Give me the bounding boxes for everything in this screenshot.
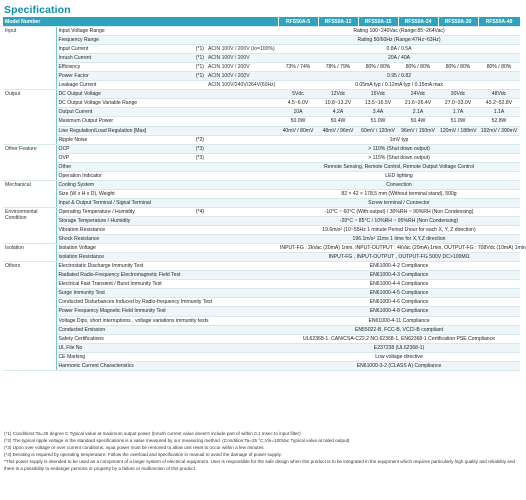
spec-item: Output Current (56, 108, 186, 117)
spec-row (3, 280, 520, 289)
spec-condition: ACIN 100V / 200V (206, 63, 278, 72)
header-model: RFS50A-48 (478, 17, 520, 27)
spec-note (186, 343, 206, 352)
spec-condition (206, 316, 278, 325)
spec-note (186, 271, 206, 280)
spec-row (3, 135, 520, 144)
spec-value: 80% / 80% (358, 63, 398, 72)
spec-item: Size (W x H x D), Weight (56, 189, 186, 198)
spec-note (186, 171, 206, 180)
spec-value: 96mV / 150mV (398, 126, 438, 135)
spec-item: Safety Certifications (56, 334, 186, 343)
spec-item: Harmonic Current Characteristics (56, 361, 186, 370)
spec-item: Shock Resistance (56, 235, 186, 244)
spec-item: Maximum Output Power (56, 117, 186, 126)
spec-item: Power Frequency Magnetic Field Immunity Test (56, 307, 186, 316)
spec-item: Leakage Current (56, 81, 186, 90)
spec-note (186, 325, 206, 334)
spec-row (3, 162, 520, 171)
spec-note (186, 244, 206, 253)
spec-value: 43.2~52.8V (478, 99, 520, 108)
spec-value: -20°C ~ 85°C / 10%RH ~ 95%RH (Non Condensing) (278, 216, 520, 225)
spec-note: (*1) (186, 54, 206, 63)
spec-value: 21.6~26.4V (398, 99, 438, 108)
spec-value: Convection (278, 180, 520, 189)
spec-item: OCP (56, 144, 186, 153)
footnote: *This power supply is intended to be used as a component of a larger system of electrical equipment. User is responsible for the safe design when this product is to be integrated in the equipment which requires particularly high quality and reliability and there is a possibility to endanger persons or property by a failure or malfunction of this product. (4, 458, 515, 471)
spec-table (3, 17, 526, 371)
footnote: (*2) The typical ripple voltage in the standard specifications is a value measured by our measuring method. (Condition:Ta=25 °C,Vin=100Vac Typical value at rated output) (4, 437, 350, 443)
spec-note: (*3) (186, 153, 206, 162)
spec-row (3, 63, 520, 72)
spec-condition (206, 117, 278, 126)
header-model: RFS50A-30 (438, 17, 478, 27)
spec-value: 13.5~16.5V (358, 99, 398, 108)
spec-condition (206, 307, 278, 316)
spec-condition (206, 207, 278, 216)
spec-condition (206, 216, 278, 225)
spec-row (3, 207, 520, 216)
spec-note: (*1) (186, 72, 206, 81)
spec-row (3, 298, 520, 307)
spec-condition (206, 280, 278, 289)
spec-value: EN61000-4-3 Compliance (278, 271, 520, 280)
spec-value: > 110% (Shut down output) (278, 144, 520, 153)
spec-row (3, 81, 520, 90)
spec-item: Line Regulation/Load Regulation [Max] (56, 126, 186, 135)
spec-value: E237238 (UL62368-1) (278, 343, 520, 352)
spec-condition (206, 298, 278, 307)
spec-value: 1.1A (478, 108, 520, 117)
spec-row (3, 253, 520, 262)
spec-item: Operation Indicator (56, 171, 186, 180)
spec-value: 1.7A (438, 108, 478, 117)
spec-item: Surge Immunity Test (56, 289, 186, 298)
spec-value: 10.8~13.2V (318, 99, 358, 108)
spec-note (186, 126, 206, 135)
spec-item: Electrostatic Discharge Immunity Test (56, 262, 186, 271)
spec-item: UL File No (56, 343, 186, 352)
spec-row (3, 361, 520, 370)
spec-value: EN61000-4-2 Compliance (278, 262, 520, 271)
spec-value: 73% / 74% (278, 63, 318, 72)
spec-value: 50.4W (398, 117, 438, 126)
spec-value: Rating 50/60Hz (Range:47Hz~63Hz) (278, 36, 520, 45)
spec-value: 52.8W (478, 117, 520, 126)
spec-value: 40mV / 80mV (278, 126, 318, 135)
spec-note: (*2) (186, 135, 206, 144)
spec-note (186, 81, 206, 90)
header-model: RFS50A-5 (278, 17, 318, 27)
spec-note (186, 307, 206, 316)
spec-value: 80% / 80% (438, 63, 478, 72)
spec-item: Ripple Noise (56, 135, 186, 144)
spec-condition (206, 135, 278, 144)
spec-condition (206, 325, 278, 334)
spec-value: EN61000-4-6 Compliance (278, 298, 520, 307)
spec-row (3, 216, 520, 225)
spec-condition (206, 289, 278, 298)
spec-item: Efficiency (56, 63, 186, 72)
spec-value: 30Vdc (438, 90, 478, 99)
spec-item: Input Voltage Range (56, 27, 186, 36)
spec-value: LED lighting (278, 171, 520, 180)
spec-condition (206, 334, 278, 343)
spec-row (3, 343, 520, 352)
spec-value: 0.95 / 0.82 (278, 72, 520, 81)
spec-row (3, 352, 520, 361)
spec-header-row (3, 17, 520, 27)
footnote: (*4) Derating is required by operating temperature. Follow the overload and specification in manual to avoid the damage of power supply. (4, 451, 282, 457)
header-model: RFS50A-15 (358, 17, 398, 27)
spec-note (186, 235, 206, 244)
spec-value: 1mV typ (278, 135, 520, 144)
page-title: Specification (4, 4, 71, 16)
spec-value: 19.6m/s² (10~55Hz 1 minute Period 1hour for each X, Y, Z direction) (278, 226, 520, 235)
spec-item: Voltage Dips, short interruptions , voltage variations immunity tests (56, 316, 186, 325)
spec-value: 82 × 42 × 178.5 mm (Without terminal stand), 500g (278, 189, 520, 198)
spec-row (3, 316, 520, 325)
spec-value: 12Vdc (318, 90, 358, 99)
spec-row (3, 334, 520, 343)
spec-value: 5Vdc (278, 90, 318, 99)
group-label: Input (3, 27, 56, 90)
spec-value: 0.8A / 0.5A (278, 45, 520, 54)
spec-condition (206, 36, 278, 45)
spec-condition (206, 27, 278, 36)
spec-item: Isolation Resistance (56, 253, 186, 262)
spec-note (186, 361, 206, 370)
spec-value: EN61000-4-5 Compliance (278, 289, 520, 298)
spec-condition (206, 144, 278, 153)
spec-item: DC Output Voltage (56, 90, 186, 99)
spec-row (3, 108, 520, 117)
spec-condition (206, 361, 278, 370)
header-model: RFS50A-24 (398, 17, 438, 27)
group-label: Environmental Condition (3, 207, 56, 243)
header-model: RFS50A-12 (318, 17, 358, 27)
spec-row (3, 235, 520, 244)
spec-note (186, 280, 206, 289)
spec-note: (*1) (186, 63, 206, 72)
spec-row (3, 99, 520, 108)
spec-value: INPUT-FG : 2kVac (20mA) 1min, INPUT-OUTPUT : 4kVac (20mA) 1min, OUTPUT-FG : 708Vdc (10mA) 1min (280, 245, 526, 252)
spec-row (3, 180, 520, 189)
spec-note: (*1) (186, 45, 206, 54)
spec-note (186, 352, 206, 361)
spec-value: 24Vdc (398, 90, 438, 99)
spec-value: 27.0~33.0V (438, 99, 478, 108)
spec-note: (*3) (186, 144, 206, 153)
spec-condition (206, 235, 278, 244)
spec-value: EN61000-4-8 Compliance (278, 307, 520, 316)
spec-item: Vibration Resistance (56, 226, 186, 235)
footnotes (4, 431, 519, 472)
spec-value: 51.0W (438, 117, 478, 126)
spec-note (186, 90, 206, 99)
spec-value: 48Vdc (478, 90, 520, 99)
spec-row (3, 189, 520, 198)
spec-condition (206, 108, 278, 117)
spec-value: 50.0W (278, 117, 318, 126)
spec-row (3, 171, 520, 180)
spec-note (186, 162, 206, 171)
spec-note (186, 289, 206, 298)
spec-note (186, 99, 206, 108)
spec-item: Input & Output Terminal / Signal Terminal (56, 198, 186, 207)
spec-value: 80% / 80% (478, 63, 520, 72)
spec-note (186, 189, 206, 198)
spec-value: 48mV / 96mV (318, 126, 358, 135)
spec-note (186, 334, 206, 343)
spec-condition (206, 253, 278, 262)
spec-item: Electrical Fast Transient / Burst Immunity Test (56, 280, 186, 289)
spec-item: Conducted Disturbances Induced by Radio-frequency Immunity Test (56, 298, 186, 307)
spec-value: EN61000-4-11 Compliance (278, 316, 520, 325)
spec-condition: ACIN 100V/240V/264V(60Hz) (206, 81, 278, 90)
spec-note (186, 108, 206, 117)
spec-row (3, 325, 520, 334)
spec-condition (206, 244, 278, 253)
spec-note: (*4) (186, 207, 206, 216)
spec-row (3, 54, 520, 63)
spec-note (186, 36, 206, 45)
spec-value: 51.0W (358, 117, 398, 126)
group-label: Others (3, 262, 56, 371)
spec-value: 4.5~6.0V (278, 99, 318, 108)
spec-row (3, 117, 520, 126)
spec-value: INPUT-FG , INPUT-OUTPUT , OUTPUT-FG 500V DC>100MΩ (278, 253, 520, 262)
spec-condition (206, 226, 278, 235)
spec-value: 80% / 80% (398, 63, 438, 72)
spec-value: UL62368-1, CAN/CSA-C22.2 NO.62368-1, EN62368-1 Certification PSE Compliance (278, 334, 520, 343)
spec-value: 120mV / 188mV (440, 127, 477, 134)
spec-item: Cooling System (56, 180, 186, 189)
spec-value: > 115% (Shut down output) (278, 153, 520, 162)
spec-note (186, 198, 206, 207)
spec-row (3, 226, 520, 235)
spec-value: 78% / 79% (318, 63, 358, 72)
spec-value: EN55022-B, FCC-B, VCCI-B compliant (278, 325, 520, 334)
spec-condition (206, 189, 278, 198)
spec-condition (206, 262, 278, 271)
spec-value: Remote Sensing, Remote Control, Remote Output Voltage Control (278, 162, 520, 171)
spec-value: 10A (278, 108, 318, 117)
spec-value: 196.1m/s² 11ms 1 time for X,Y,Z direction (278, 235, 520, 244)
spec-item: Conducted Emission (56, 325, 186, 334)
spec-row (3, 153, 520, 162)
spec-value: 0.05mA typ / 0.12mA typ / 0.15mA max (278, 81, 520, 90)
spec-note (186, 226, 206, 235)
spec-row (3, 27, 520, 36)
spec-value: 2.1A (398, 108, 438, 117)
spec-row (3, 144, 520, 153)
spec-row (3, 198, 520, 207)
spec-condition: ACIN 100V / 200V (206, 54, 278, 63)
spec-row (3, 307, 520, 316)
spec-note (186, 27, 206, 36)
spec-row (3, 126, 520, 135)
spec-value: -10°C ~ 60°C (With output) / 30%RH ~ 90%RH (Non Condensing) (278, 207, 520, 216)
spec-item: DC Output Voltage Variable Range (56, 99, 186, 108)
spec-row (3, 45, 520, 54)
spec-value: 4.2A (318, 108, 358, 117)
spec-row (3, 72, 520, 81)
spec-item: Input Current (56, 45, 186, 54)
spec-condition (206, 126, 278, 135)
spec-value: 20A / 40A (278, 54, 520, 63)
spec-condition (206, 180, 278, 189)
spec-value: Screw terminal / Connector (278, 198, 520, 207)
spec-item: OVP (56, 153, 186, 162)
group-label: Other Feature (3, 144, 56, 180)
spec-item: CE Marking (56, 352, 186, 361)
spec-item: Other (56, 162, 186, 171)
spec-condition (206, 99, 278, 108)
spec-note (186, 117, 206, 126)
spec-item: Inrush Current (56, 54, 186, 63)
spec-value: Rating 100~240Vac (Range:85~264Vac) (278, 27, 520, 36)
spec-note (186, 253, 206, 262)
spec-note (186, 262, 206, 271)
spec-row (3, 289, 520, 298)
spec-value: 192mV / 300mV (478, 126, 520, 135)
spec-condition (206, 153, 278, 162)
spec-condition (206, 343, 278, 352)
spec-condition (206, 271, 278, 280)
spec-item: Isolation Voltage (56, 244, 186, 253)
spec-condition: ACIN 100V / 200V (206, 72, 278, 81)
group-label: Mechanical (3, 180, 56, 207)
header-model-number: Model Number (3, 17, 278, 27)
spec-row (3, 271, 520, 280)
spec-item: Radiated Radio-Frequency Electromagnetic Field Test (56, 271, 186, 280)
spec-condition (206, 352, 278, 361)
spec-value: 60mV / 120mV (358, 126, 398, 135)
spec-value: EN61000-3-2 (CLASS A) Compliance (278, 361, 520, 370)
spec-value: EN61000-4-4 Compliance (278, 280, 520, 289)
group-label: Output (3, 90, 56, 144)
spec-row (3, 90, 520, 99)
spec-note (186, 180, 206, 189)
spec-item: Frequency Range (56, 36, 186, 45)
spec-condition: ACIN 100V / 200V (Io=100%) (206, 45, 278, 54)
spec-item: Storage Temperature / Humidity (56, 216, 186, 225)
spec-value: Low voltage directive (278, 352, 520, 361)
spec-row (3, 36, 520, 45)
spec-condition (206, 162, 278, 171)
spec-value: 15Vdc (358, 90, 398, 99)
spec-value: 50.4W (318, 117, 358, 126)
spec-row (3, 262, 520, 271)
spec-condition (206, 90, 278, 99)
spec-value: 3.4A (358, 108, 398, 117)
spec-condition (206, 198, 278, 207)
spec-note (186, 216, 206, 225)
spec-condition (206, 171, 278, 180)
group-label: Isolation (3, 244, 56, 262)
footnote: (*1) Conditions:Ta=25 degree C Typical value at maximum output power (Inrush current value doesn't include part of within 0.1 msec to input filter) (4, 431, 301, 436)
spec-row (3, 244, 520, 253)
footnote: (*3) Upon over voltage or over current conditions, input power must be removed to allow unit reset to occur within a few minutes. (4, 444, 265, 450)
spec-item: Operating Temperature / Humidity (56, 207, 186, 216)
spec-item: Power Factor (56, 72, 186, 81)
